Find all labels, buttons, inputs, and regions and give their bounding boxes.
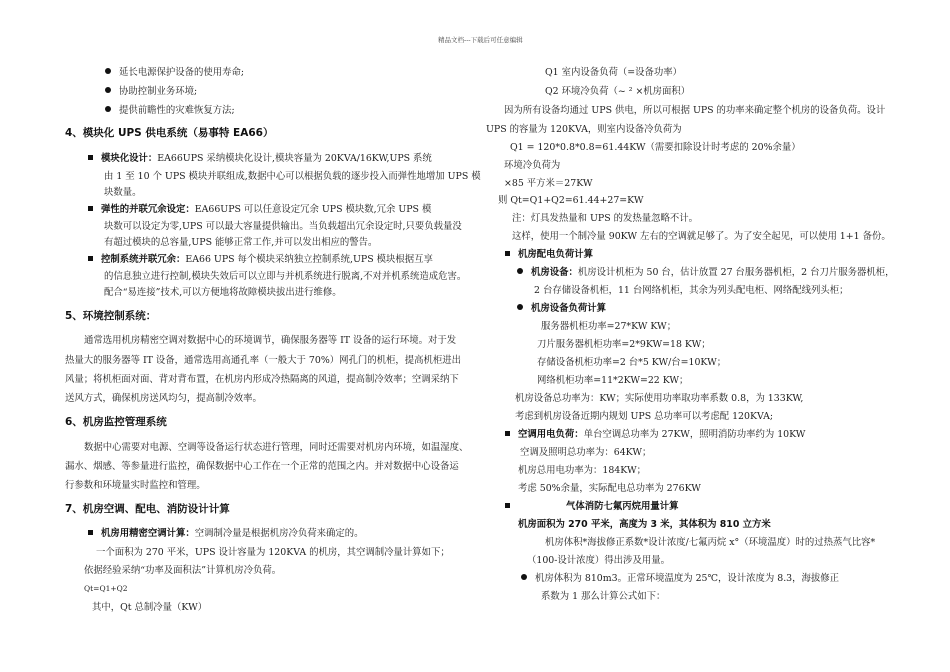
list-item: 空调用电负荷：单台空调总功率为 27KW，照明消防功率约为 10KW [505,430,805,439]
bullet-item: 延长电源保护设备的使用寿命; [105,68,244,77]
page-header: 精品文档---下载后可任意编辑 [438,36,523,44]
text-line: 配合“易连接”技术,可以方便地将故障模块拔出进行维修。 [104,287,342,298]
square-bullet-icon [88,155,93,160]
section-5-title: 5、环境控制系统： [65,310,157,322]
text-line: 存储设备机柜功率=2 台*5 KW/台=10KW； [537,357,727,368]
text-line: 环境冷负荷为 [504,160,561,171]
list-item: 机房体积为 810m3。正常环境温度为 25℃，设计浓度为 8.3，海拔修正 [521,574,839,583]
list-item: 机房配电负荷计算 [505,250,593,259]
text-line: 风量；将机柜面对面、背对背布置，在机房内形成冷热隔离的风道，提高制冷效率；空调采纳下 [65,374,459,385]
text-line: 其中，Qt 总制冷量（KW） [92,602,208,613]
text-line: Q1 室内设备负荷（=设备功率） [545,67,682,78]
bullet-dot-icon [517,268,523,274]
text-line: 一个面积为 270 平米，UPS 设计容量为 120KVA 的机房，其空调制冷量计算如下； [96,547,450,558]
text-line: 通常选用机房精密空调对数据中心的环境调节，确保服务器等 IT 设备的运行环境。对于发 [84,335,457,346]
text-line: UPS 的容量为 120KVA，则室内设备冷负荷为 [486,124,682,135]
section-6-title: 6、机房监控管理系统 [65,416,167,428]
text-line: 热量大的服务器等 IT 设备，通常选用高通孔率（一般大于 70%）网孔门的机柜，提高机柜进出 [65,355,461,366]
text-line: 的信息独立进行控制,模块失效后可以立即与并机系统进行脱离,不对并机系统造成危害。 [104,271,467,282]
list-item: 气体消防七氟丙烷用量计算 [505,502,679,511]
text-line: 数据中心需要对电源、空调等设备运行状态进行管理，同时还需要对机房内环境，如温湿度、 [84,442,469,453]
text-line: 刀片服务器机柜功率=2*9KW=18 KW； [537,339,711,350]
text-line: 因为所有设备均通过 UPS 供电，所以可根据 UPS 的功率来确定整个机房的设备负荷。设计 [504,105,886,116]
text-line: 漏水、烟感、等参量进行监控，确保数据中心工作在一个正常的范围之内。并对数据中心设备运 [65,461,459,472]
text-line: Q1 = 120*0.8*0.8=61.44KW（需要扣除设计时考虑的 20%余量） [510,142,801,153]
list-item: 控制系统并联冗余：EA66 UPS 每个模块采纳独立控制系统,UPS 模块根据互享 [88,255,433,264]
text-line: 考虑 50%余量，实际配电总功率为 276KW [518,483,701,494]
text-line: 机房面积为 270 平米，高度为 3 米，其体积为 810 立方米 [518,519,771,530]
text-line: 空调及照明总功率为：64KW； [520,447,652,458]
text-line: 考虑到机房设备近期内规划 UPS 总功率可以考虑配 120KVA; [515,411,774,422]
text-line: 依据经验采纳“功率及面积法”计算机房冷负荷。 [84,565,282,576]
text-line: （100-设计浓度）得出涉及用量。 [527,555,670,566]
list-item: 机房用精密空调计算：空调制冷量是根据机房冷负荷来确定的。 [88,529,364,538]
text-line: 有超过模块的总容量,UPS 能够正常工作,并可以发出相应的警告。 [104,237,378,248]
text-line: 块数可以设定为零,UPS 可以最大容量提供输出。当负载超出冗余设定时,只要负载量没 [104,221,462,232]
text-line: 则 Qt=Q1+Q2=61.44+27=KW [498,195,644,206]
square-bullet-icon [88,530,93,535]
square-bullet-icon [505,251,510,256]
bullet-dot-icon [521,574,527,580]
bullet-item: 提供前瞻性的灾难恢复方法; [105,106,235,115]
text-line: 2 台存储设备机柜，11 台网络机柜，其余为列头配电柜、网络配线列头柜； [534,285,849,296]
bullet-dot-icon [105,106,111,112]
list-item: 机房设备：机房设计机柜为 50 台，估计放置 27 台服务器机柜，2 台刀片服务器机柜， [517,268,895,277]
text-line: 服务器机柜功率=27*KW KW； [541,321,677,332]
list-item: 模块化设计：EA66UPS 采纳模块化设计,模块容量为 20KVA/16KW,UPS 系统 [88,154,432,163]
text-line: 机房设备总功率为：KW；实际使用功率取功率系数 0.8，为 133KW, [515,393,804,404]
text-line: 送风方式，确保机房送风均匀，提高制冷效率。 [65,393,262,404]
text-line: 块数量。 [104,187,142,198]
formula: Qt=Q1+Q2 [84,584,128,593]
text-line: 这样，使用一个制冷量 90KW 左右的空调就足够了。为了安全起见，可以使用 1+1 备份。 [512,231,891,242]
section-4-title: 4、模块化 UPS 供电系统（易事特 EA66） [65,127,274,139]
bullet-dot-icon [105,87,111,93]
square-bullet-icon [505,503,510,508]
bullet-dot-icon [517,304,523,310]
text-line: Q2 环境冷负荷（~ ² ×机房面积） [545,86,691,97]
text-line: 机房总用电功率为：184KW； [518,465,646,476]
list-item: 弹性的并联冗余设定：EA66UPS 可以任意设定冗余 UPS 模块数,冗余 UPS 模 [88,205,431,214]
bullet-item: 协助控制业务环境; [105,87,197,96]
text-line: 系数为 1 那么计算公式如下： [541,591,666,602]
square-bullet-icon [88,206,93,211]
text-line: 由 1 至 10 个 UPS 模块并联组成,数据中心可以根据负载的逐步投入而弹性地增加 UPS 模 [104,171,481,182]
square-bullet-icon [88,256,93,261]
section-7-title: 7、机房空调、配电、消防设计计算 [65,503,230,515]
list-item: 机房设备负荷计算 [517,304,606,313]
text-line: 注：灯具发热量和 UPS 的发热量忽略不计。 [512,213,698,224]
square-bullet-icon [505,431,510,436]
text-line: 网络机柜功率=11*2KW=22 KW； [537,375,689,386]
text-line: ×85 平方米＝27KW [504,178,593,189]
text-line: 机房体积*海拔修正系数*设计浓度/七氟丙烷 x°（环境温度）时的过热蒸气比容* [545,537,876,548]
bullet-dot-icon [105,68,111,74]
text-line: 行参数和环境量实时监控和管理。 [65,480,206,491]
